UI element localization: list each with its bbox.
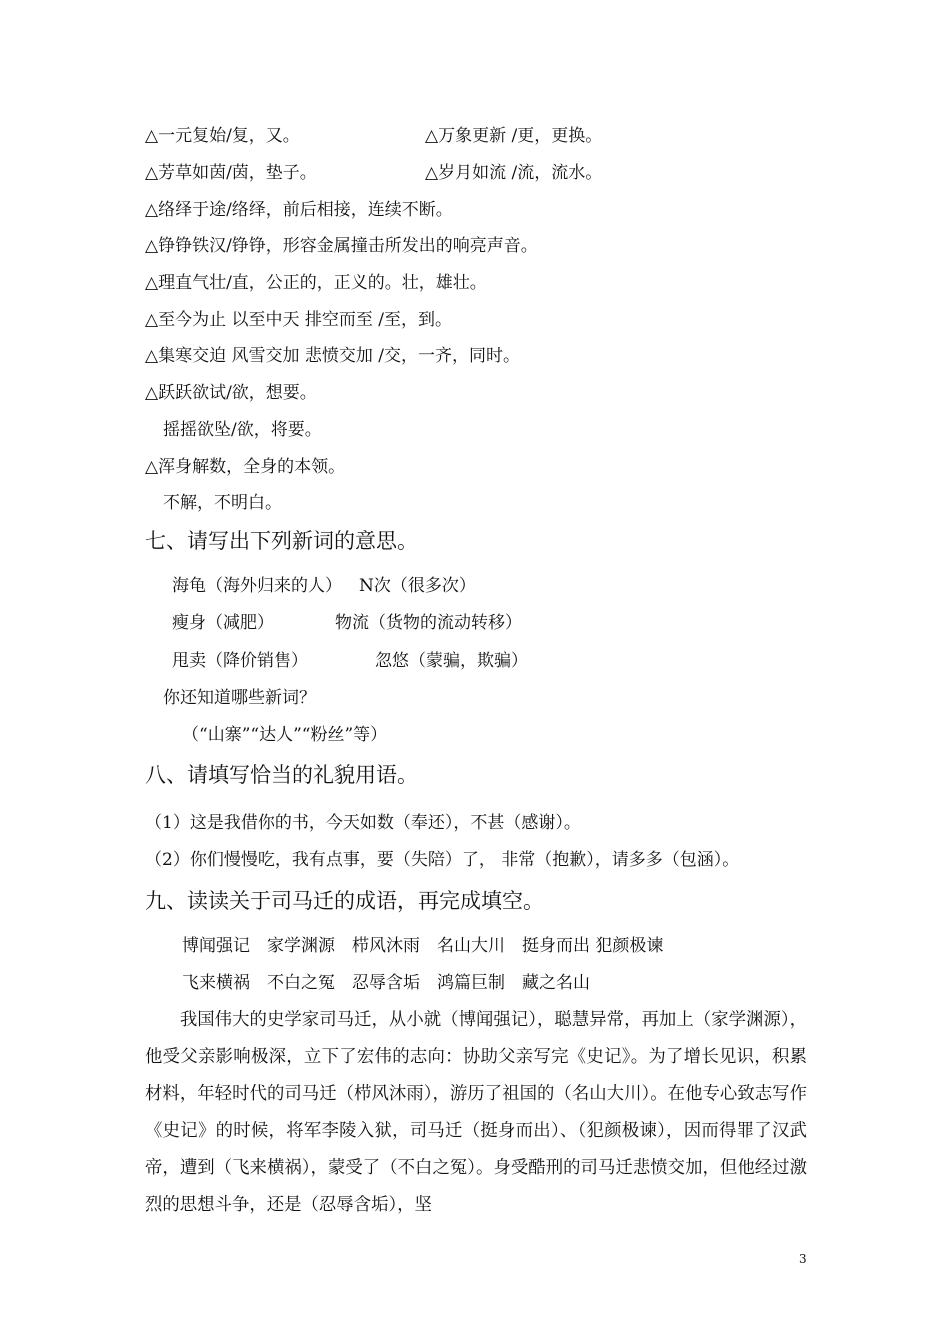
entry-line-8: △跃跃欲试/欲，想要。 (145, 383, 317, 403)
sima-qian-paragraph: 我国伟大的史学家司马迁，从小就（博闻强记），聪慧异常，再加上（家学渊源），他受父亲影响极深，立下了宏伟的志向：协助父亲写完《史记》。为了增长见识，积累材料，年轻时代的司马迁（栉风沐雨），游历了祖国的（名山大川）。在他专心致志写作《史记》的时候，将军李陵入狱，司马迁（挺身而出）、（犯颜极谏），因而得罪了汉武帝，遭到（飞来横祸），蒙受了（不白之冤）。身受酷刑的司马迁悲愤交加，但他经过激烈的思想斗争，还是（忍辱含垢），坚 (145, 1010, 807, 1215)
new-word-2: N次（很多次） (359, 576, 476, 596)
new-word-6: 忽悠（蒙骗，欺骗） (375, 651, 528, 671)
entry-line-10: △浑身解数，全身的本领。 (145, 457, 346, 477)
polite-item-2: （2）你们慢慢吃，我有点事，要（失陪）了， 非常（抱歉），请多多（包涵）。 (145, 850, 740, 870)
entry-line-6: △至今为止 以至中天 排空而至 /至，到。 (145, 310, 453, 330)
entry-line-4: △铮铮铁汉/铮铮，形容金属撞击所发出的响亮声音。 (145, 236, 538, 256)
entry-line-1: △一元复始/复，又。 (145, 126, 300, 146)
entry-line-11: 不解，不明白。 (163, 493, 282, 513)
section-8-heading: 八、请填写恰当的礼貌用语。 (145, 763, 418, 787)
new-word-question: 你还知道哪些新词？ (163, 688, 316, 708)
section-7-heading: 七、请写出下列新词的意思。 (145, 529, 418, 553)
polite-item-1: （1）这是我借你的书，今天如数（奉还），不甚（感谢）。 (145, 813, 581, 833)
new-word-5: 甩卖（降价销售） (172, 651, 308, 671)
entry-line-right-2: △岁月如流 /流，流水。 (425, 163, 603, 183)
entry-line-7: △集寒交迫 风雪交加 悲愤交加 /交，一齐，同时。 (145, 346, 521, 366)
entry-line-5: △理直气壮/直，公正的，正义的。壮，雄壮。 (145, 273, 487, 293)
entry-line-3: △络绎于途/络绎，前后相接，连续不断。 (145, 200, 453, 220)
idiom-row-2: 飞来横祸 不白之冤 忍辱含垢 鸿篇巨制 藏之名山 (182, 973, 590, 993)
new-word-answer: （“山寨”“达人”“粉丝”等） (182, 725, 388, 745)
new-word-1: 海龟（海外归来的人） (172, 576, 342, 596)
new-word-3: 瘦身（减肥） (172, 613, 274, 633)
entry-line-9: 摇摇欲坠/欲，将要。 (163, 420, 322, 440)
idiom-row-1: 博闻强记 家学渊源 栉风沐雨 名山大川 挺身而出 犯颜极谏 (182, 936, 664, 956)
page-number: 3 (799, 1252, 807, 1266)
new-word-4: 物流（货物的流动转移） (335, 613, 522, 633)
entry-line-right-1: △万象更新 /更，更换。 (425, 126, 603, 146)
entry-line-2: △芳草如茵/茵，垫子。 (145, 163, 317, 183)
section-9-heading: 九、读读关于司马迁的成语，再完成填空。 (145, 889, 544, 913)
